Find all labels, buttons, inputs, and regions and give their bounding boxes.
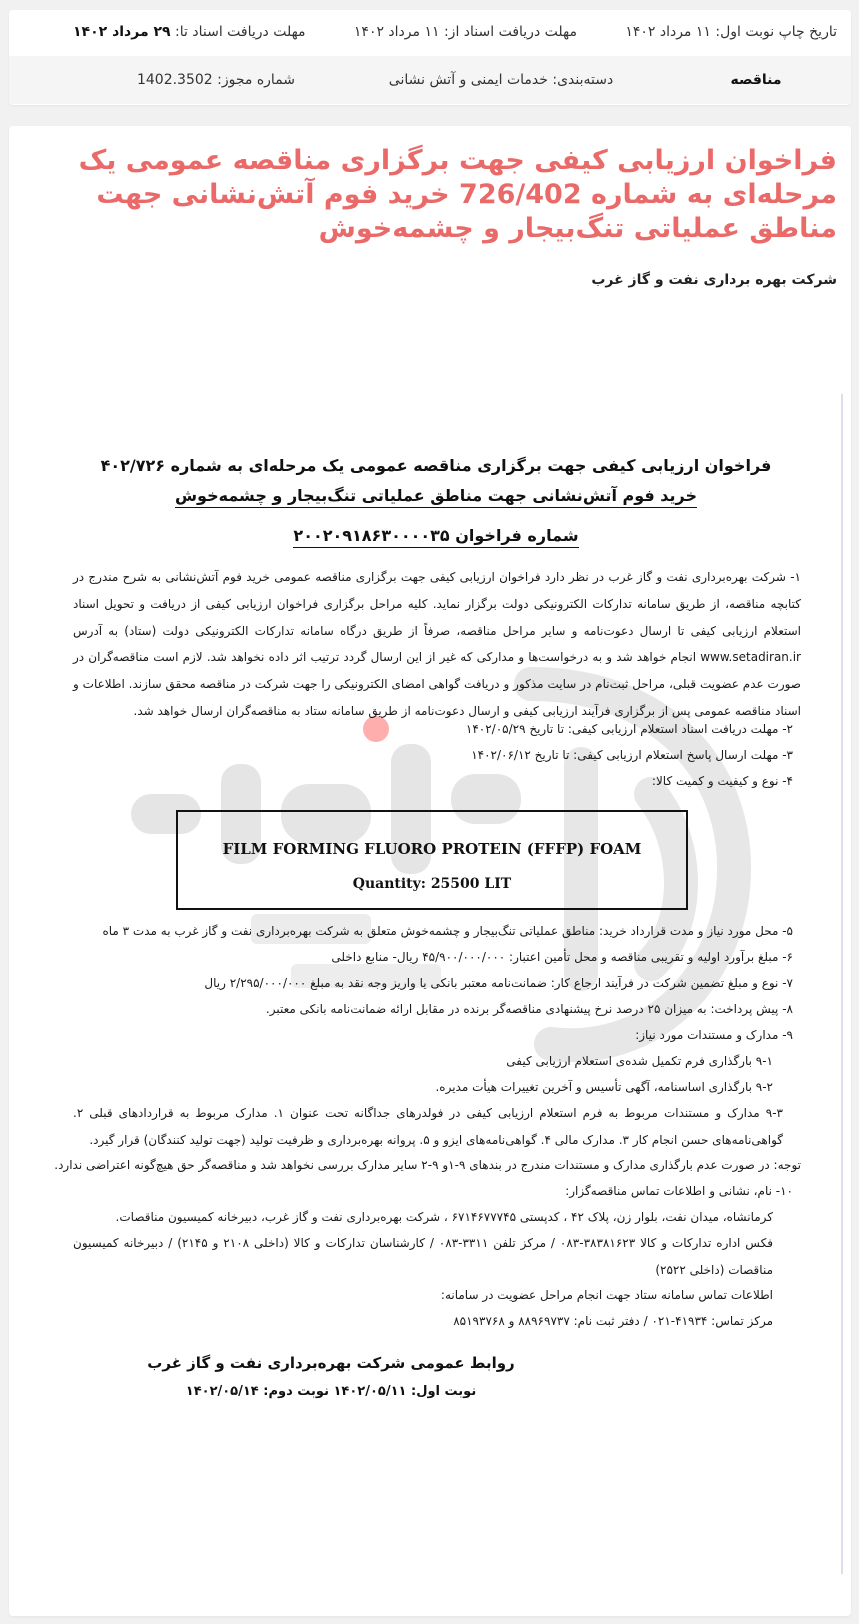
clause-6: ۶- مبلغ برآورد اولیه و تقریبی مناقصه و محل تأمین اعتبار: ۴۵/۹۰۰/۰۰۰/۰۰۰ ریال- منابع داخلی [331,950,793,964]
notice-subheading-text: خرید فوم آتش‌نشانی جهت مناطق عملیاتی تنگ‌بیجار و چشمه‌خوش [175,486,697,508]
clause-10: ۱۰- نام، نشانی و اطلاعات تماس مناقصه‌گزار: [565,1184,793,1198]
ad-type: مناقصه [730,72,782,88]
goods-box [176,810,688,910]
clause-8: ۸- پیش پرداخت: به میزان ۲۵ درصد نرخ پیشنهادی مناقصه‌گر برنده در مقابل ارائه ضمانت‌نامه بانکی معتبر. [265,1002,793,1016]
ad-content-card [9,126,851,1616]
notice-heading: فراخوان ارزیابی کیفی جهت برگزاری مناقصه عمومی یک مرحله‌ای به شماره ۴۰۲/۷۲۶ [100,456,772,475]
first-print-date: تاریخ چاپ نوبت اول: ۱۱ مرداد ۱۴۰۲ [625,24,837,40]
meta-row [9,56,851,104]
contact-center: مرکز تماس: ۴۱۹۳۴-۰۲۱ / دفتر ثبت نام: ۸۸۹۶۹۷۳۷ و ۸۵۱۹۳۷۶۸ [453,1314,773,1328]
clause-9: ۹- مدارک و مستندات مورد نیاز: [635,1028,793,1042]
clause-9-2: ۹-۲ بارگذاری اساسنامه، آگهی تأسیس و آخرین تغییرات هیأت مدیره. [435,1080,773,1094]
clause-4: ۴- نوع و کیفیت و کمیت کالا: [651,774,793,788]
ad-info-card [9,10,851,105]
call-number [31,526,841,545]
call-number-text: شماره فراخوان ۲۰۰۲۰۹۱۸۶۳۰۰۰۰۳۵ [293,526,578,548]
notice-subheading [31,486,841,505]
license-number: شماره مجوز: 1402.3502 [136,72,296,88]
setad-info: اطلاعات تماس سامانه ستاد جهت انجام مراحل عضویت در سامانه: [440,1288,773,1302]
receive-to-date [73,24,306,46]
clause-9-3: ۹-۳ مدارک و مستندات مربوط به فرم استعلام ارزیابی کیفی در فولدرهای جداگانه تحت عنوان ۱. مدارک مربوط به قراردادهای قبلی ۲. گواهی‌نامه‌های حسن انجام کار ۳. مدارک مالی ۴. گواهی‌نامه‌های ایزو و ۵. پروانه بهره‌برداری و ظرفیت تولید (جهت تولید کنندگان) قرار گیرد. [73,1106,783,1147]
company-name: شرکت بهره برداری نفت و گاز غرب [591,272,837,288]
clause-5: ۵- محل مورد نیاز و مدت قرارداد خرید: مناطق عملیاتی تنگ‌بیجار و چشمه‌خوش متعلق به شرکت بهره‌برداری نفت و گاز غرب به مدت ۳ ماه [102,924,793,938]
clause-1: ۱- شرکت بهره‌برداری نفت و گاز غرب در نظر دارد فراخوان ارزیابی کیفی جهت برگزاری مناقصه عمومی خرید فوم آتش‌نشانی به شرح مندرج در کتابچه مناقصه، از طریق سامانه تدارکات الکترونیکی دولت برگزار نماید. کلیه مراحل برگزاری فراخوان ارزیابی کیفی از دریافت و تحویل اسناد استعلام ارزیابی کیفی تا ارسال دعوت‌نامه و سایر مراحل مناقصه، صرفاً از طریق درگاه سامانه تدارکات الکترونیکی دولت (ستاد) به آدرس www.setadiran.ir انجام خواهد شد و به درخواست‌ها و مدارکی که غیر از این ارسال گردد ترتیب اثر داده نخواهد شد. لازم است مناقصه‌گران در صورت عدم عضویت قبلی، مراحل ثبت‌نام در سایت مذکور و دریافت گواهی امضای الکترونیکی را جهت شرکت در مناقصه محقق سازند. اطلاعات و اسناد مناقصه عمومی پس از برگزاری فرآیند ارزیابی کیفی و ارسال دعوت‌نامه از طریق سامانه ستاد به مناقصه‌گران ارسال خواهد شد. [73,570,801,718]
fax-phone: فکس اداره تدارکات و کالا ۳۸۳۸۱۶۲۳-۰۸۳ / مرکز تلفن ۳۳۱۱-۰۸۳ / کارشناسان تدارکات و کالا (داخلی ۲۱۰۸ و ۲۱۴۵) / دبیرخانه کمیسیون مناقصات (داخلی ۲۵۲۲) [73,1236,773,1277]
receive-to-label: مهلت دریافت اسناد تا: [175,24,306,40]
receive-from-date: مهلت دریافت اسناد از: ۱۱ مرداد ۱۴۰۲ [353,24,577,40]
receive-to-value: ۲۹ مرداد ۱۴۰۲ [73,24,171,40]
clause-3: ۳- مهلت ارسال پاسخ استعلام ارزیابی کیفی: تا تاریخ ۱۴۰۲/۰۶/۱۲ [471,748,793,762]
clause-9-1: ۹-۱ بارگذاری فرم تکمیل شده‌ی استعلام ارزیابی کیفی [506,1054,773,1068]
clause-2: ۲- مهلت دریافت اسناد استعلام ارزیابی کیفی: تا تاریخ ۱۴۰۲/۰۵/۲۹ [465,722,793,736]
ad-category: دسته‌بندی: خدمات ایمنی و آتش نشانی [388,72,614,88]
signature: روابط عمومی شرکت بهره‌برداری نفت و گاز غرب [147,1354,515,1372]
goods-quantity: Quantity: 25500 LIT [352,876,512,892]
page-title: فراخوان ارزیابی کیفی جهت برگزاری مناقصه عمومی یک مرحله‌ای به شماره 726/402 خرید فوم آتش‌نشانی جهت مناطق عملیاتی تنگ‌بیجار و چشمه‌خوش [78,145,837,244]
address: کرمانشاه، میدان نفت، بلوار زن، پلاک ۴۲ ، کدپستی ۶۷۱۴۶۷۷۷۴۵ ، شرکت بهره‌برداری نفت و گاز غرب، دبیرخانه کمیسیون مناقصات. [115,1210,773,1224]
clause-7: ۷- نوع و مبلغ تضمین شرکت در فرآیند ارجاع کار: ضمانت‌نامه معتبر بانکی یا واریز وجه نقد به مبلغ ۲/۲۹۵/۰۰۰/۰۰۰ ریال [204,976,793,990]
note: توجه: در صورت عدم بارگذاری مدارک و مستندات مندرج در بندهای ۹-۱و ۹-۲ سایر مدارک بررسی نخواهد شد و مناقصه‌گر حق هیچ‌گونه اعتراضی ندارد. [54,1158,801,1172]
publish-rounds: نوبت اول: ۱۴۰۲/۰۵/۱۱ نوبت دوم: ۱۴۰۲/۰۵/۱۴ [185,1384,477,1399]
scanned-notice-image [31,394,843,1574]
goods-name: FILM FORMING FLUORO PROTEIN (FFFP) FOAM [222,840,642,858]
dates-row [9,24,851,46]
